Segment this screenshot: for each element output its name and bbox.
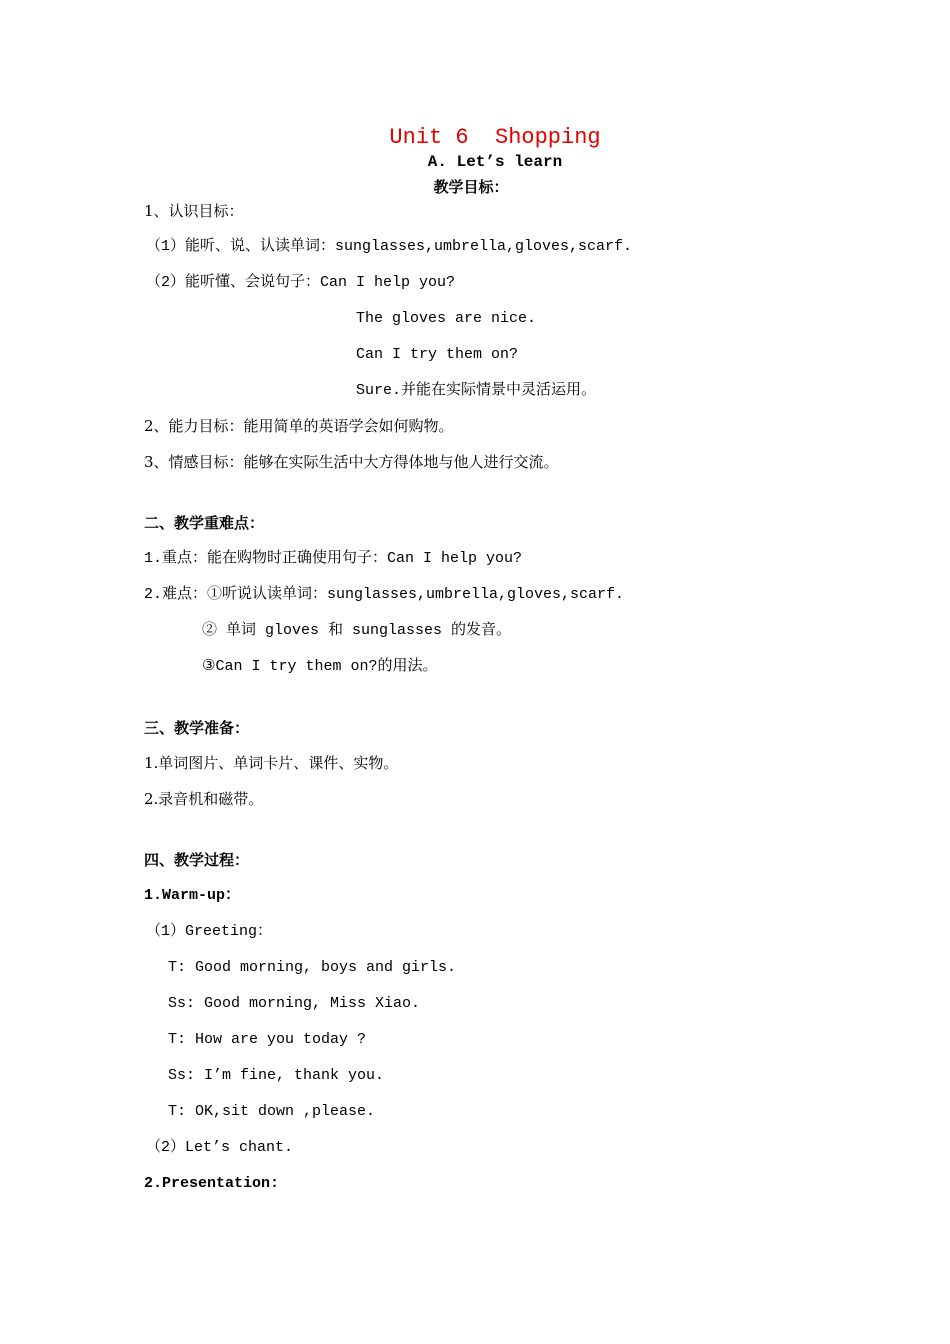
step-heading-presentation: 2.Presentation: [144, 1175, 280, 1192]
sentence-line: Sure.并能在实际情景中灵活运用。 [356, 382, 597, 399]
key-point: 1.重点：能在购物时正确使用句子：Can I help you? [144, 550, 523, 567]
sentence-line: The gloves are nice. [356, 310, 537, 327]
lesson-subtitle: A. Let’s learn [427, 153, 563, 171]
difficult-point: 2.难点：①听说认读单词：sunglasses,umbrella,gloves,scarf. [144, 586, 625, 603]
dialogue-line: T: Good morning, boys and girls. [168, 959, 457, 976]
document-title: Unit 6 Shopping [389, 125, 601, 150]
preparation-item: 1.单词图片、单词卡片、课件、实物。 [144, 754, 399, 772]
section-heading-process: 四、教学过程： [144, 851, 250, 869]
dialogue-line: T: How are you today ? [168, 1031, 367, 1048]
section-heading-key-points: 二、教学重难点： [144, 514, 265, 532]
goal-1-heading: 1、认识目标： [144, 202, 244, 220]
difficult-point-item: ③Can I try them on?的用法。 [202, 658, 438, 675]
sentence-line: Can I try them on? [356, 346, 519, 363]
dialogue-line: T: OK,sit down ,please. [168, 1103, 376, 1120]
difficult-point-item: ② 单词 gloves 和 sunglasses 的发音。 [202, 622, 512, 639]
preparation-item: 2.录音机和磁带。 [144, 790, 264, 808]
warm-up-item: （2）Let’s chant. [146, 1139, 294, 1156]
dialogue-line: Ss: Good morning, Miss Xiao. [168, 995, 421, 1012]
goal-2: 2、能力目标：能用简单的英语学会如何购物。 [144, 417, 454, 435]
goal-3: 3、情感目标：能够在实际生活中大方得体地与他人进行交流。 [144, 453, 559, 471]
dialogue-line: Ss: I’m fine, thank you. [168, 1067, 385, 1084]
step-heading-warm-up: 1.Warm-up： [144, 887, 241, 904]
warm-up-item: （1）Greeting： [146, 923, 273, 940]
section-heading-preparation: 三、教学准备： [144, 719, 250, 737]
goal-1-item-2: （2）能听懂、会说句子：Can I help you? [146, 274, 456, 291]
goals-heading: 教学目标： [433, 178, 509, 196]
goal-1-item-1: （1）能听、说、认读单词：sunglasses,umbrella,gloves,scarf. [146, 238, 633, 255]
